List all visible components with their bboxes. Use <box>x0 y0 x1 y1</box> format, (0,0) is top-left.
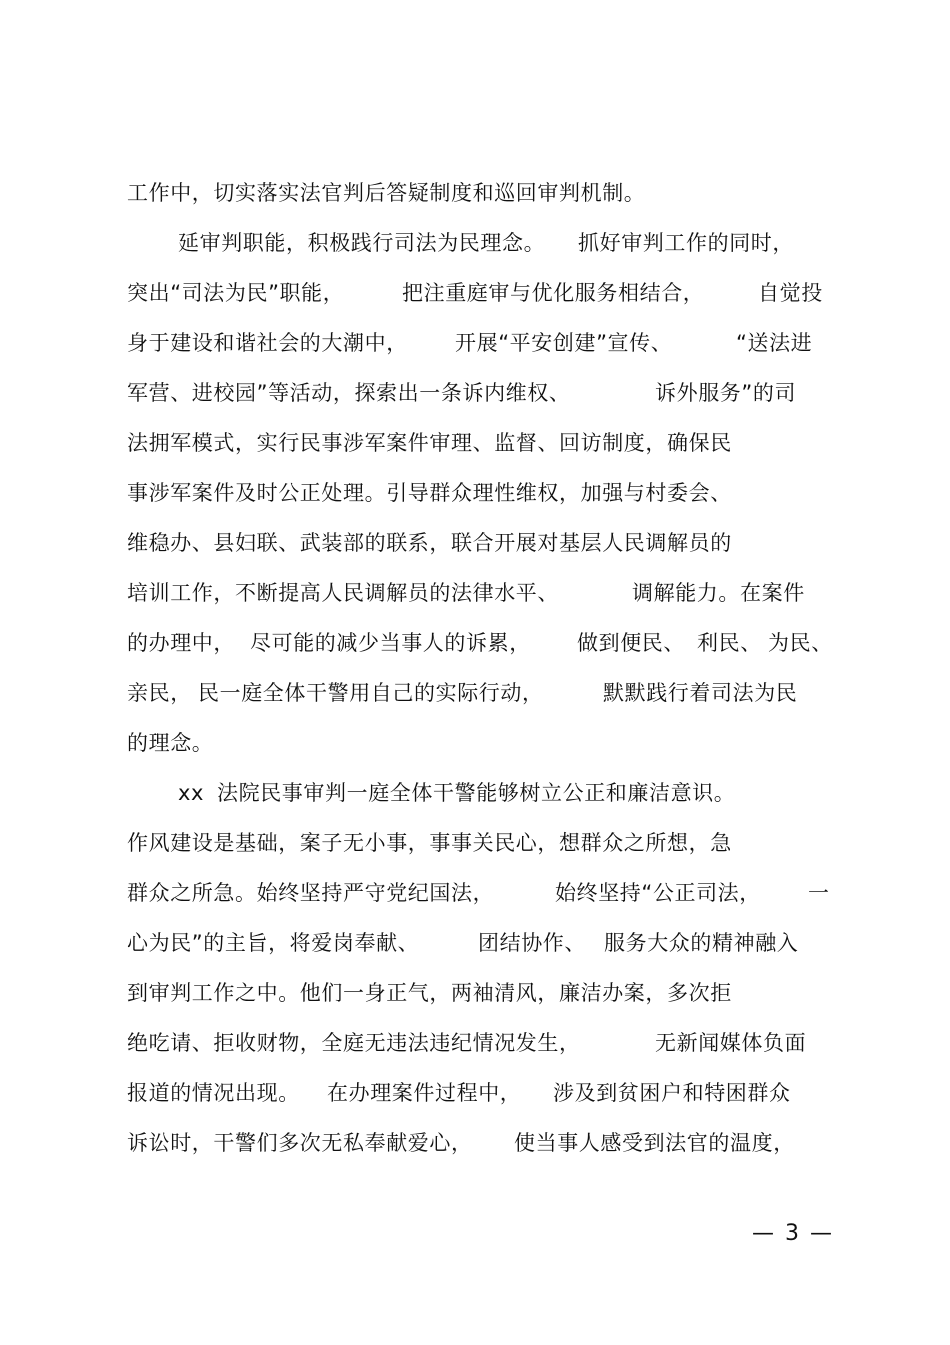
text-segment: 亲民， <box>127 681 192 705</box>
text-line <box>0 228 950 258</box>
text-segment: 报道的情况出现。 <box>127 1081 300 1105</box>
text-segment: 在办理案件过程中， <box>327 1081 522 1105</box>
text-segment: 诉讼时，干警们多次无私奉献爱心， <box>127 1131 473 1155</box>
text-segment: 服务大众的精神融入 <box>604 931 799 955</box>
text-line <box>0 1028 950 1058</box>
text-segment: 突出“司法为民”职能， <box>127 281 345 305</box>
text-segment: 使当事人感受到法官的温度， <box>514 1131 795 1155</box>
text-segment: 群众之所急。始终坚持严守党纪国法， <box>127 881 495 905</box>
text-segment: 绝吃请、拒收财物，全庭无违法违纪情况发生， <box>127 1031 581 1055</box>
text-segment: 无新闻媒体负面 <box>655 1031 807 1055</box>
text-line <box>0 778 950 808</box>
text-segment: 的理念。 <box>127 731 214 755</box>
text-line <box>0 978 950 1008</box>
text-segment: 开展“平安创建”宣传、 <box>455 331 673 355</box>
text-segment: 涉及到贫困户和特困群众 <box>553 1081 791 1105</box>
text-segment: 工作中，切实落实法官判后答疑制度和巡回审判机制。 <box>127 181 646 205</box>
text-segment: 民一庭全体干警用自己的实际行动， <box>198 681 544 705</box>
text-segment: 到审判工作之中。他们一身正气，两袖清风，廉洁办案，多次拒 <box>127 981 732 1005</box>
text-line <box>0 528 950 558</box>
text-segment: 心为民”的主旨，将爱岗奉献、 <box>127 931 420 955</box>
text-line <box>0 328 950 358</box>
text-segment: 自觉投 <box>758 281 823 305</box>
text-segment: 维稳办、县妇联、武装部的联系，联合开展对基层人民调解员的 <box>127 531 732 555</box>
text-line <box>0 728 950 758</box>
text-line <box>0 178 950 208</box>
text-segment: 始终坚持“公正司法， <box>555 881 761 905</box>
text-segment: 做到便民、 <box>577 631 685 655</box>
text-line <box>0 878 950 908</box>
text-segment: 团结协作、 <box>478 931 586 955</box>
text-segment: 的办理中， <box>127 631 235 655</box>
text-line <box>0 378 950 408</box>
text-segment: xx <box>178 781 205 805</box>
text-line <box>0 828 950 858</box>
text-line <box>0 1078 950 1108</box>
text-segment: 利民、 <box>697 631 762 655</box>
text-segment: 身于建设和谐社会的大潮中， <box>127 331 408 355</box>
text-segment: 培训工作，不断提高人民调解员的法律水平、 <box>127 581 559 605</box>
text-line <box>0 478 950 508</box>
text-segment: 为民、 <box>768 631 833 655</box>
text-line <box>0 628 950 658</box>
text-segment: 把注重庭审与优化服务相结合， <box>402 281 705 305</box>
text-segment: 诉外服务”的司 <box>655 381 797 405</box>
text-segment: 一 <box>808 881 830 905</box>
text-segment: 作风建设是基础，案子无小事，事事关民心，想群众之所想，急 <box>127 831 732 855</box>
text-segment: 调解能力。在案件 <box>632 581 805 605</box>
text-line <box>0 1128 950 1158</box>
text-segment: 延审判职能，积极践行司法为民理念。 <box>178 231 546 255</box>
text-segment: 军营、进校园”等活动，探索出一条诉内维权、 <box>127 381 571 405</box>
text-segment: 尽可能的减少当事人的诉累， <box>250 631 531 655</box>
text-segment: 法拥军模式，实行民事涉军案件审理、监督、回访制度，确保民 <box>127 431 732 455</box>
text-line <box>0 928 950 958</box>
text-line <box>0 578 950 608</box>
text-line <box>0 278 950 308</box>
text-line <box>0 428 950 458</box>
text-segment: 法院民事审判一庭全体干警能够树立公正和廉洁意识。 <box>217 781 736 805</box>
text-segment: 事涉军案件及时公正处理。引导群众理性维权，加强与村委会、 <box>127 481 732 505</box>
text-line <box>0 678 950 708</box>
page-number: — 3 — <box>752 1221 834 1246</box>
text-segment: 默默践行着司法为民 <box>603 681 798 705</box>
text-segment: 抓好审判工作的同时， <box>578 231 794 255</box>
text-segment: “送法进 <box>736 331 813 355</box>
